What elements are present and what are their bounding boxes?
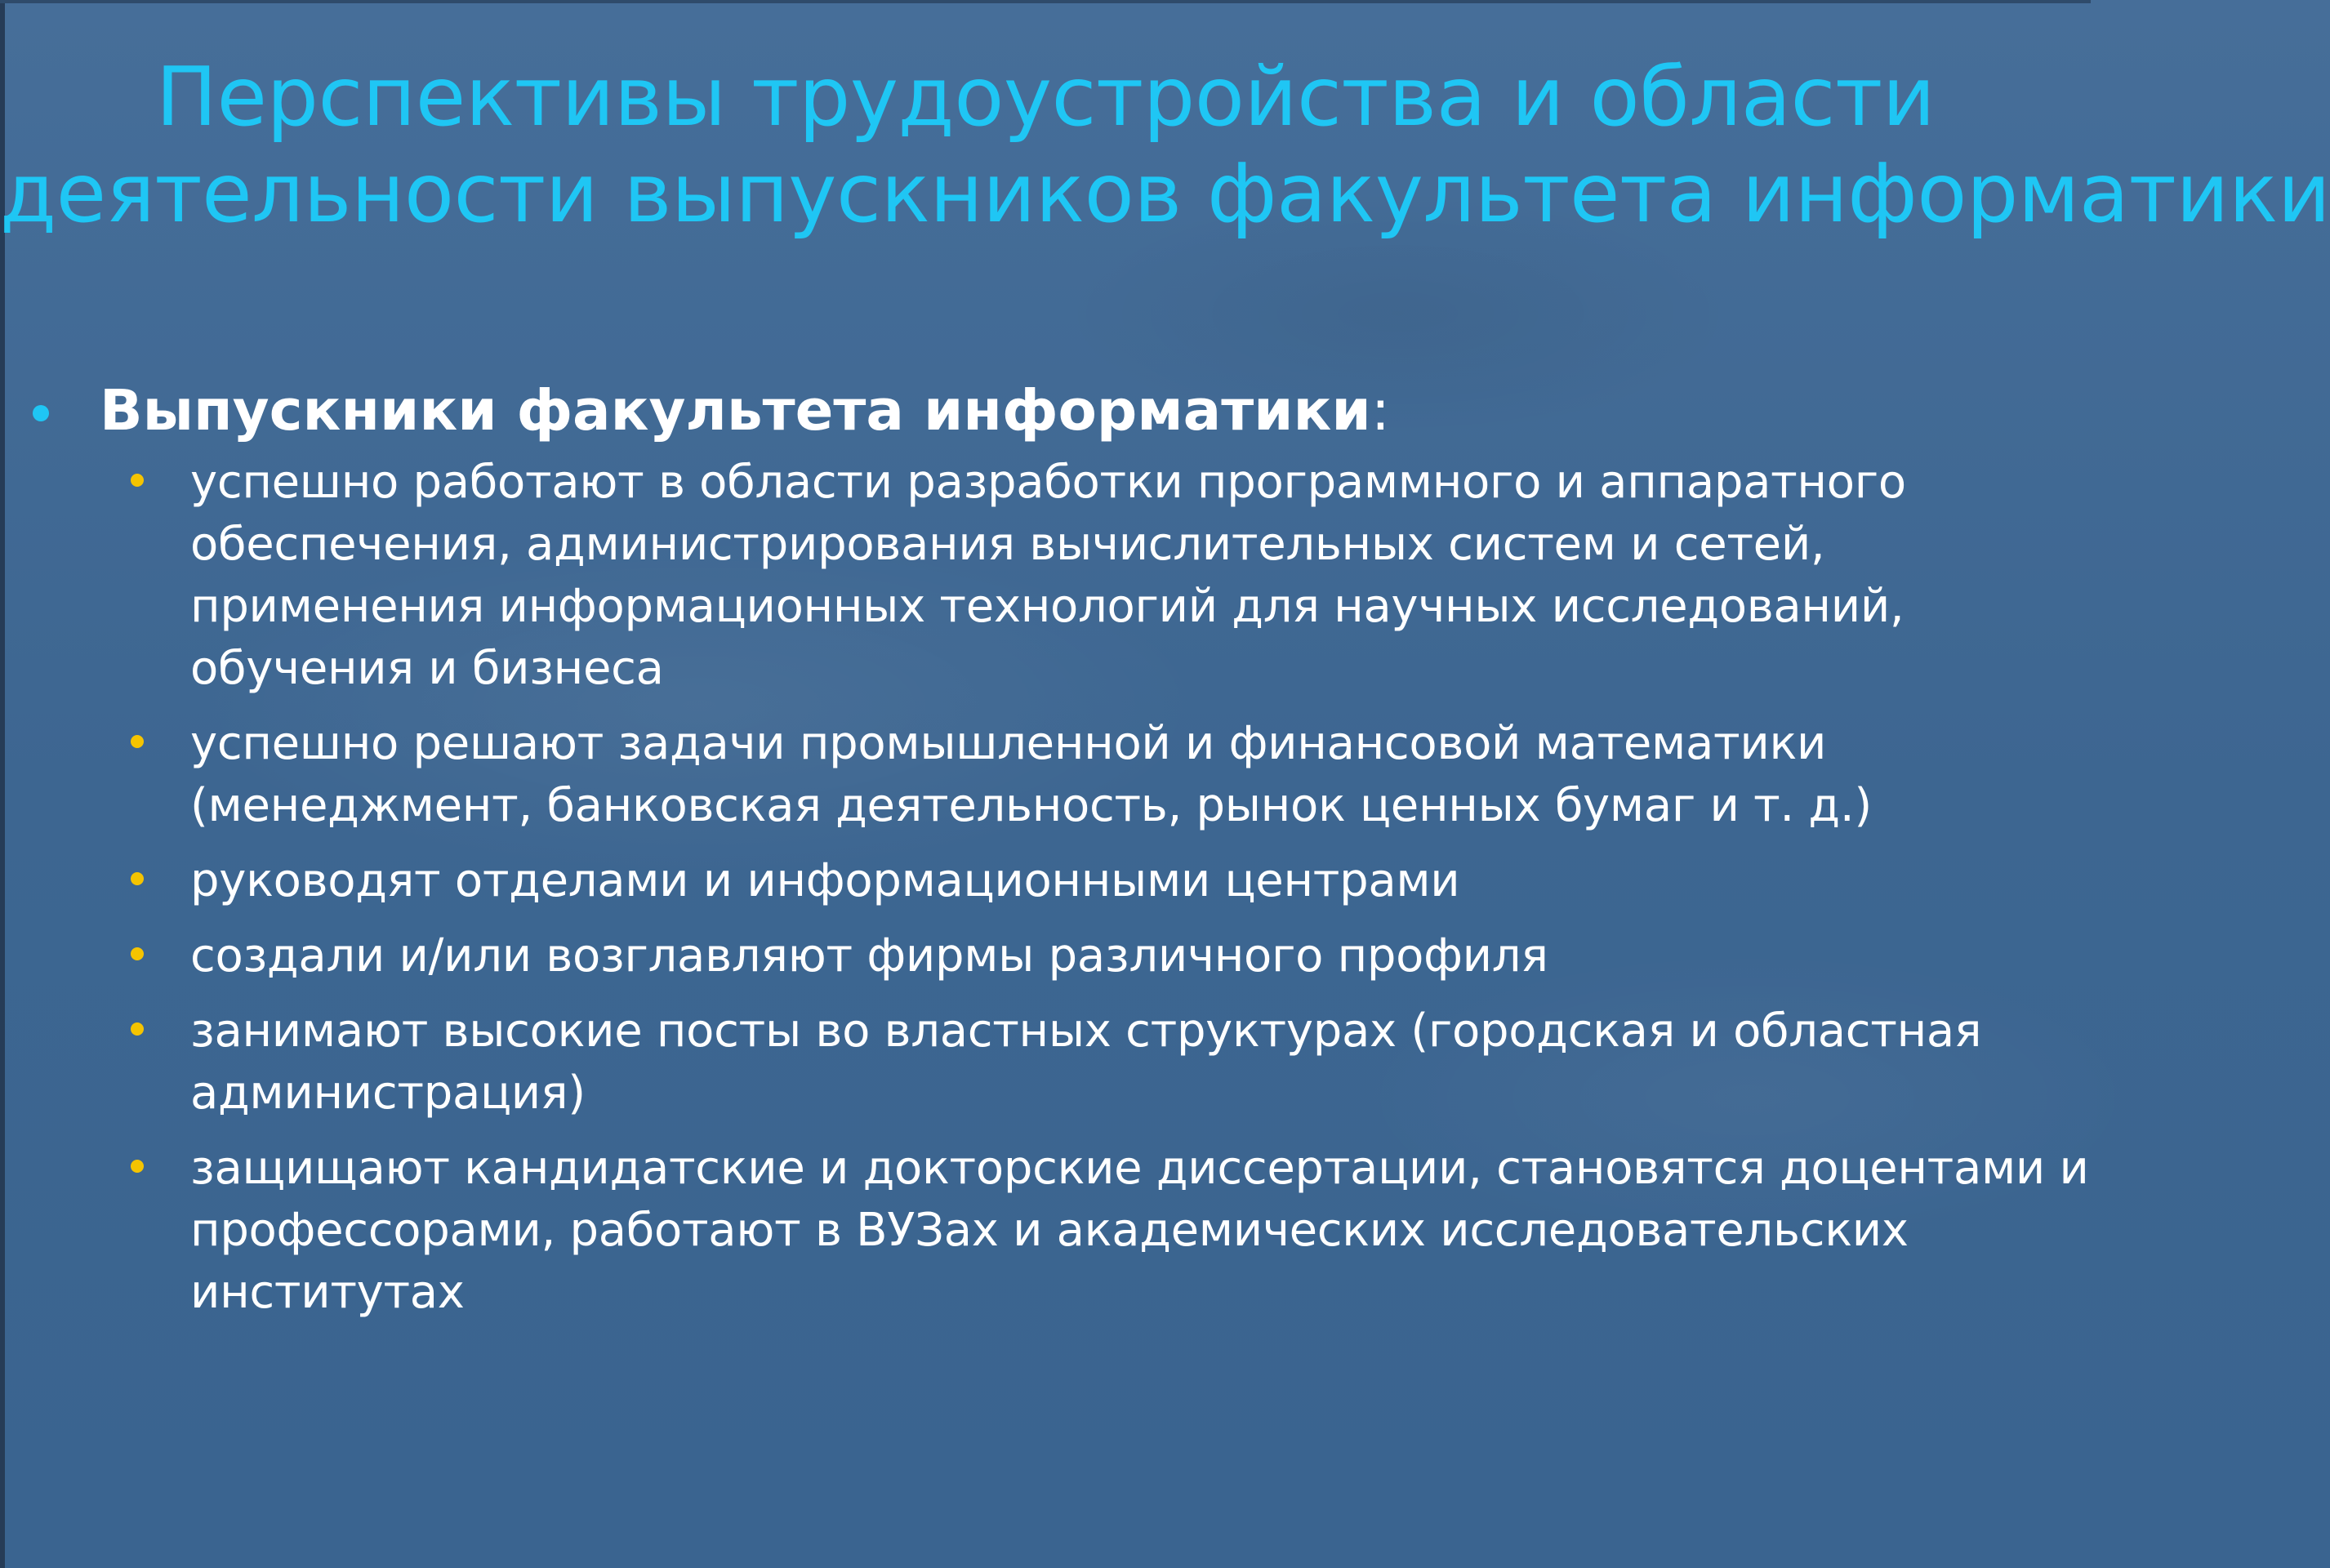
yellow-bullet-icon	[131, 735, 144, 748]
main-bullet-heading: Выпускники факультета информатики	[100, 378, 1371, 443]
slide-content	[0, 372, 2091, 1337]
slide-title-line-2: деятельности выпускников факультета информатики	[0, 145, 2330, 241]
slide-title-line-1: Перспективы трудоустройства и области	[155, 49, 1936, 145]
list-item-line: успешно решают задачи промышленной и финансовой математики	[190, 717, 1827, 770]
main-bullet-text	[100, 372, 1390, 450]
list-item-line: институтах	[190, 1266, 465, 1319]
list-item-text	[190, 1138, 2091, 1324]
list-item-line: успешно работают в области разработки программного и аппаратного	[190, 456, 1906, 509]
yellow-bullet-icon	[131, 474, 144, 487]
graduate-activities-list	[0, 452, 2091, 1324]
list-item-text	[190, 1000, 2091, 1125]
yellow-bullet-icon	[131, 947, 144, 960]
list-item-line: применения информационных технологий для научных исследований,	[190, 580, 1905, 633]
list-item-text	[190, 713, 2091, 837]
list-item	[0, 452, 2091, 700]
list-item-line: администрация)	[190, 1067, 586, 1120]
list-item-text	[190, 452, 2091, 700]
list-item-line: обучения и бизнеса	[190, 642, 664, 695]
list-item	[0, 713, 2091, 837]
list-item-line: создали и/или возглавляют фирмы различного профиля	[190, 929, 1548, 982]
list-item-line: (менеджмент, банковская деятельность, рынок ценных бумаг и т. д.)	[190, 779, 1872, 832]
list-item	[0, 1000, 2091, 1125]
list-item-line: профессорами, работают в ВУЗах и академических исследовательских	[190, 1204, 1909, 1257]
list-item-line: обеспечения, администрирования вычислительных систем и сетей,	[190, 518, 1825, 571]
yellow-bullet-icon	[131, 1160, 144, 1173]
list-item-line: руководят отделами и информационными центрами	[190, 854, 1460, 907]
slide-title	[0, 49, 2330, 242]
yellow-bullet-icon	[131, 872, 144, 885]
list-item-text	[190, 925, 2091, 987]
main-bullet-dot-icon	[33, 405, 49, 421]
yellow-bullet-icon	[131, 1022, 144, 1036]
list-item	[0, 1138, 2091, 1324]
main-bullet-colon: :	[1370, 378, 1390, 443]
slide-top-edge	[0, 0, 2091, 3]
main-bullet	[0, 372, 2091, 452]
list-item	[0, 925, 2091, 987]
list-item	[0, 850, 2091, 912]
list-item-line: занимают высокие посты во властных структурах (городская и областная	[190, 1004, 1982, 1058]
list-item-text	[190, 850, 2091, 912]
list-item-line: защищают кандидатские и докторские диссертации, становятся доцентами и	[190, 1142, 2089, 1195]
